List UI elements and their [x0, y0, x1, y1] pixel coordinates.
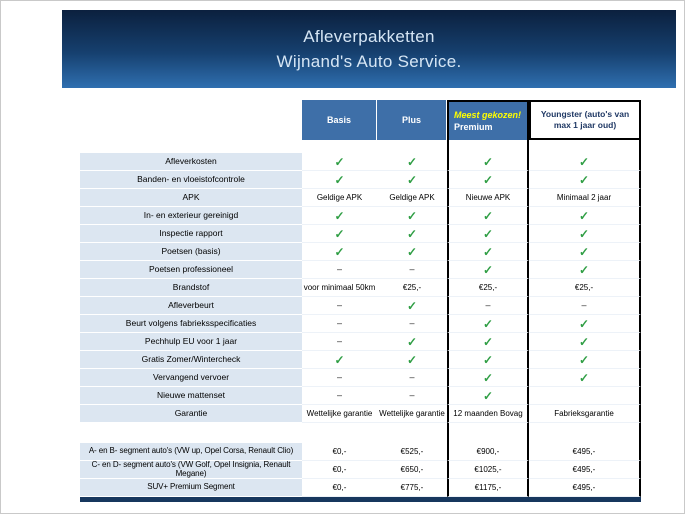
row-label: Beurt volgens fabrieksspecificaties — [80, 315, 302, 333]
banner-title-line2: Wijnand's Auto Service. — [276, 52, 462, 71]
check-icon: ✓ — [578, 262, 590, 277]
cell-youngster: €495,- — [529, 479, 641, 497]
banner-title-line1: Afleverpakketten — [303, 27, 435, 46]
cell-plus: Geldige APK — [377, 189, 447, 207]
table-row — [80, 189, 641, 207]
cell-premium — [447, 297, 529, 315]
dash-icon: – — [409, 318, 415, 328]
cell-basis: €0,- — [302, 461, 377, 479]
table-header-row — [80, 100, 641, 140]
row-label: Nieuwe mattenset — [80, 387, 302, 405]
column-header-plus: Plus — [377, 100, 447, 140]
cell-premium — [447, 333, 529, 351]
cell-premium: €1175,- — [447, 479, 529, 497]
row-label: Afleverkosten — [80, 153, 302, 171]
cell-youngster — [529, 369, 641, 387]
cell-youngster — [529, 153, 641, 171]
cell-basis — [302, 207, 377, 225]
dash-icon: – — [485, 300, 491, 310]
table-row — [80, 243, 641, 261]
column-header-basis: Basis — [302, 100, 377, 140]
cell-basis: Wettelijke garantie — [302, 405, 377, 423]
cell-premium — [447, 243, 529, 261]
cell-premium: 12 maanden Bovag — [447, 405, 529, 423]
check-icon: ✓ — [578, 244, 590, 259]
cell-premium — [447, 387, 529, 405]
table-row — [80, 461, 641, 479]
check-icon: ✓ — [406, 172, 418, 187]
row-label: A- en B- segment auto's (VW up, Opel Corsa, Renault Clio) — [80, 443, 302, 461]
table-row — [80, 153, 641, 171]
table-row — [80, 351, 641, 369]
cell-plus — [377, 225, 447, 243]
package-comparison-table — [80, 100, 641, 502]
check-icon: ✓ — [482, 244, 494, 259]
cell-premium: €25,- — [447, 279, 529, 297]
dash-icon: – — [336, 300, 342, 310]
cell-basis: €0,- — [302, 443, 377, 461]
row-label: In- en exterieur gereinigd — [80, 207, 302, 225]
row-label: SUV+ Premium Segment — [80, 479, 302, 497]
column-header-empty — [80, 100, 302, 140]
table-row — [80, 207, 641, 225]
cell-basis — [302, 171, 377, 189]
check-icon: ✓ — [334, 208, 345, 223]
cell-youngster: €25,- — [529, 279, 641, 297]
row-label: Garantie — [80, 405, 302, 423]
column-header-youngster: Youngster (auto's van max 1 jaar oud) — [529, 100, 641, 140]
cell-youngster — [529, 333, 641, 351]
check-icon: ✓ — [578, 172, 590, 187]
cell-plus: €25,- — [377, 279, 447, 297]
check-icon: ✓ — [406, 298, 418, 313]
check-icon: ✓ — [406, 244, 418, 259]
cell-youngster — [529, 315, 641, 333]
cell-plus — [377, 171, 447, 189]
check-icon: ✓ — [482, 226, 494, 241]
cell-plus — [377, 261, 447, 279]
row-label: Vervangend vervoer — [80, 369, 302, 387]
check-icon: ✓ — [334, 154, 345, 169]
row-label: APK — [80, 189, 302, 207]
row-label: Banden- en vloeistofcontrole — [80, 171, 302, 189]
table-bottom-bar — [80, 497, 641, 502]
cell-premium — [447, 261, 529, 279]
cell-premium — [447, 225, 529, 243]
table-row — [80, 171, 641, 189]
dash-icon: – — [336, 318, 342, 328]
cell-basis — [302, 153, 377, 171]
check-icon: ✓ — [482, 334, 494, 349]
feature-rows — [80, 153, 641, 423]
check-icon: ✓ — [334, 244, 345, 259]
cell-basis — [302, 387, 377, 405]
check-icon: ✓ — [482, 370, 494, 385]
check-icon: ✓ — [406, 208, 418, 223]
cell-youngster — [529, 297, 641, 315]
row-label: Inspectie rapport — [80, 225, 302, 243]
check-icon: ✓ — [578, 370, 590, 385]
cell-premium — [447, 369, 529, 387]
dash-icon: – — [581, 300, 587, 310]
check-icon: ✓ — [482, 172, 494, 187]
cell-plus: €650,- — [377, 461, 447, 479]
cell-basis — [302, 351, 377, 369]
cell-plus — [377, 369, 447, 387]
table-row — [80, 261, 641, 279]
premium-label: Premium — [454, 122, 493, 132]
cell-plus: €525,- — [377, 443, 447, 461]
check-icon: ✓ — [334, 226, 345, 241]
cell-youngster: Fabrieksgarantie — [529, 405, 641, 423]
cell-basis — [302, 261, 377, 279]
table-row — [80, 279, 641, 297]
dash-icon: – — [336, 336, 342, 346]
cell-basis — [302, 333, 377, 351]
check-icon: ✓ — [334, 172, 345, 187]
check-icon: ✓ — [578, 316, 590, 331]
column-header-premium — [447, 100, 529, 140]
most-chosen-badge: Meest gekozen! — [454, 110, 522, 120]
row-label: Poetsen (basis) — [80, 243, 302, 261]
cell-premium — [447, 171, 529, 189]
cell-premium: €1025,- — [447, 461, 529, 479]
cell-plus — [377, 153, 447, 171]
dash-icon: – — [336, 390, 342, 400]
check-icon: ✓ — [406, 154, 418, 169]
check-icon: ✓ — [482, 352, 494, 367]
table-row — [80, 225, 641, 243]
table-row — [80, 479, 641, 497]
header-gap-row — [80, 140, 641, 153]
section-spacer-row — [80, 423, 641, 443]
cell-youngster — [529, 225, 641, 243]
cell-plus: Wettelijke garantie — [377, 405, 447, 423]
cell-basis: Geldige APK — [302, 189, 377, 207]
cell-premium — [447, 207, 529, 225]
cell-basis — [302, 315, 377, 333]
cell-basis: voor minimaal 50km — [302, 279, 377, 297]
table-row — [80, 387, 641, 405]
cell-plus — [377, 333, 447, 351]
cell-youngster — [529, 207, 641, 225]
row-label: C- en D- segment auto's (VW Golf, Opel Insignia, Renault Megane) — [80, 461, 302, 479]
table-row — [80, 315, 641, 333]
check-icon: ✓ — [482, 316, 494, 331]
cell-plus: €775,- — [377, 479, 447, 497]
cell-plus — [377, 297, 447, 315]
row-label: Afleverbeurt — [80, 297, 302, 315]
cell-premium: €900,- — [447, 443, 529, 461]
check-icon: ✓ — [406, 352, 418, 367]
cell-youngster — [529, 261, 641, 279]
check-icon: ✓ — [578, 226, 590, 241]
check-icon: ✓ — [334, 352, 345, 367]
dash-icon: – — [409, 264, 415, 274]
cell-basis — [302, 297, 377, 315]
cell-premium — [447, 351, 529, 369]
cell-youngster — [529, 171, 641, 189]
cell-plus — [377, 351, 447, 369]
check-icon: ✓ — [482, 154, 494, 169]
cell-youngster: €495,- — [529, 461, 641, 479]
banner — [62, 10, 676, 88]
cell-basis — [302, 369, 377, 387]
check-icon: ✓ — [578, 352, 590, 367]
table-row — [80, 369, 641, 387]
table-row — [80, 333, 641, 351]
dash-icon: – — [409, 390, 415, 400]
table-row — [80, 443, 641, 461]
cell-premium: Nieuwe APK — [447, 189, 529, 207]
cell-plus — [377, 207, 447, 225]
cell-premium — [447, 315, 529, 333]
row-label: Gratis Zomer/Wintercheck — [80, 351, 302, 369]
check-icon: ✓ — [482, 208, 494, 223]
table-row — [80, 405, 641, 423]
check-icon: ✓ — [578, 334, 590, 349]
dash-icon: – — [409, 372, 415, 382]
cell-youngster — [529, 243, 641, 261]
cell-youngster — [529, 351, 641, 369]
row-label: Poetsen professioneel — [80, 261, 302, 279]
row-label: Brandstof — [80, 279, 302, 297]
cell-youngster: Minimaal 2 jaar — [529, 189, 641, 207]
cell-youngster: €495,- — [529, 443, 641, 461]
price-rows — [80, 443, 641, 497]
check-icon: ✓ — [406, 334, 418, 349]
check-icon: ✓ — [482, 262, 494, 277]
dash-icon: – — [336, 372, 342, 382]
cell-plus — [377, 243, 447, 261]
check-icon: ✓ — [482, 388, 494, 403]
check-icon: ✓ — [578, 208, 590, 223]
check-icon: ✓ — [578, 154, 590, 169]
cell-premium — [447, 153, 529, 171]
cell-youngster — [529, 387, 641, 405]
cell-basis: €0,- — [302, 479, 377, 497]
table-row — [80, 297, 641, 315]
cell-plus — [377, 315, 447, 333]
cell-basis — [302, 225, 377, 243]
cell-plus — [377, 387, 447, 405]
check-icon: ✓ — [406, 226, 418, 241]
dash-icon: – — [336, 264, 342, 274]
row-label: Pechhulp EU voor 1 jaar — [80, 333, 302, 351]
cell-basis — [302, 243, 377, 261]
